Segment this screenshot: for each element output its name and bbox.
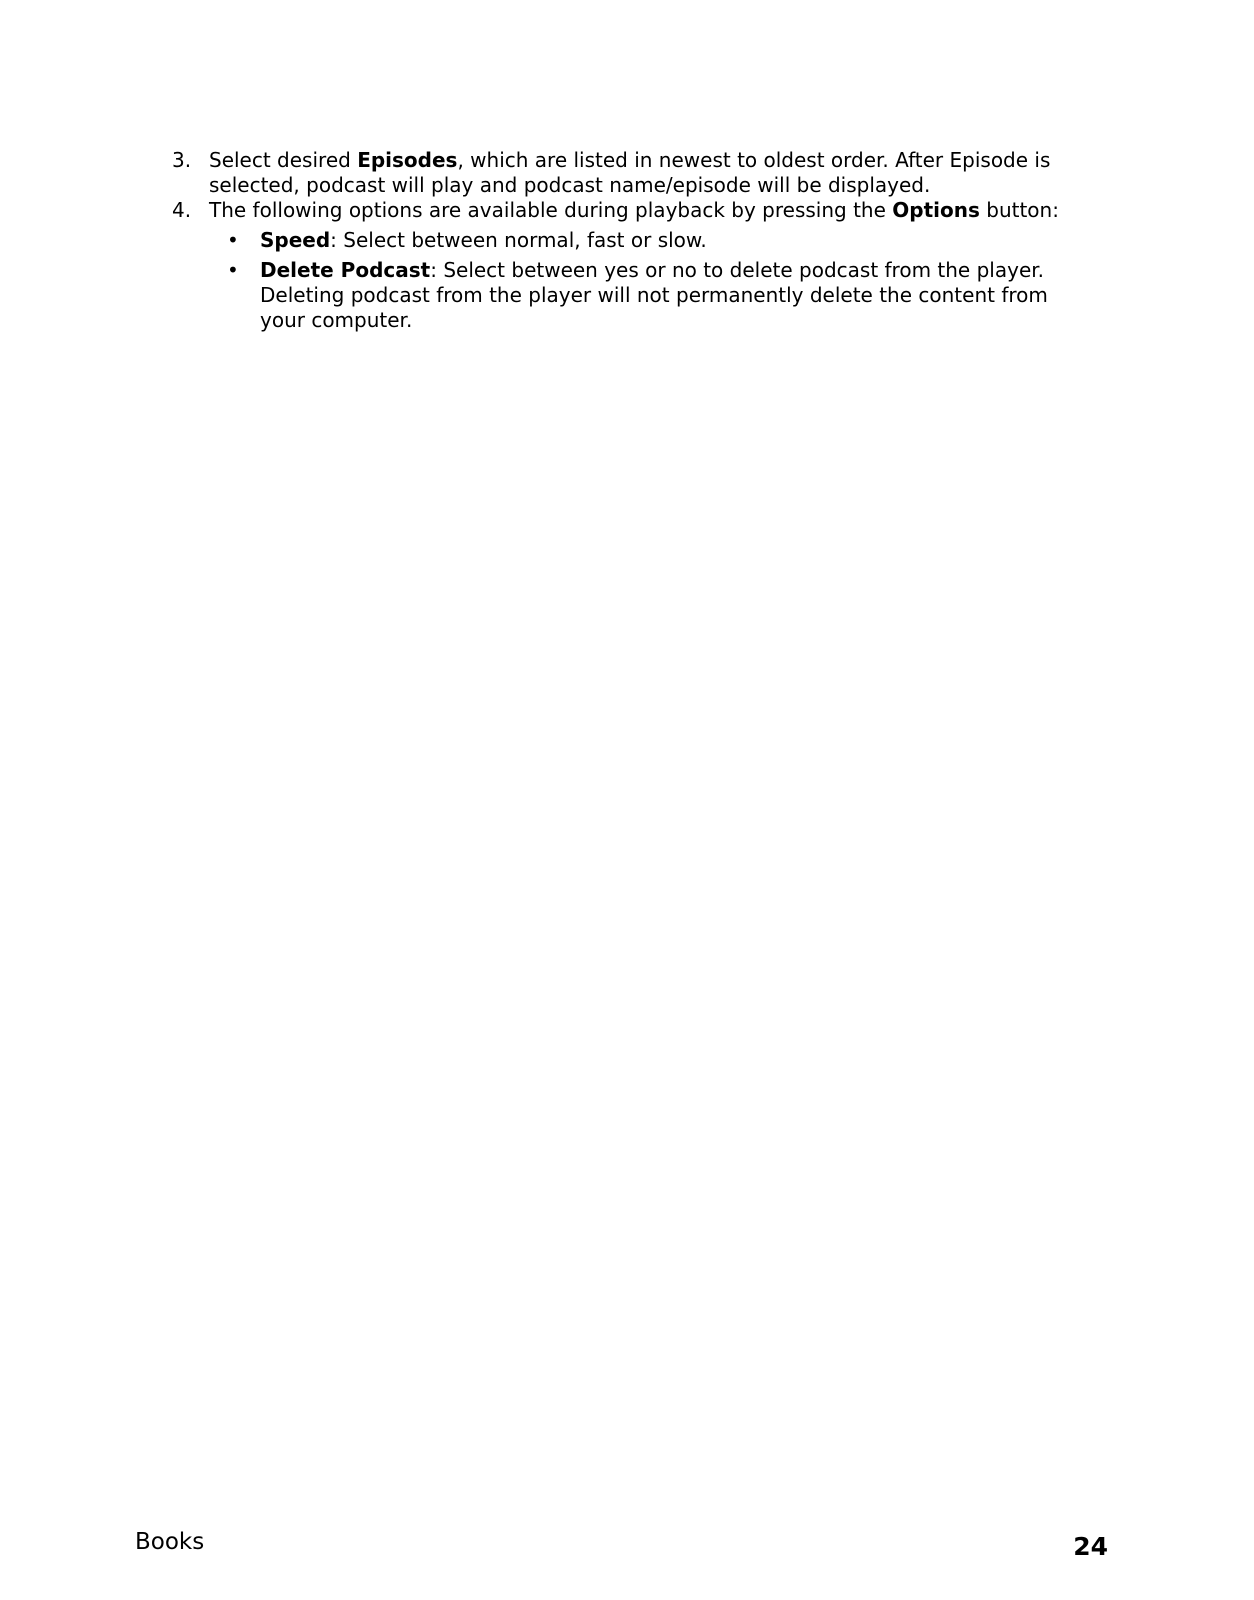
delete-podcast-term: Delete Podcast bbox=[260, 258, 431, 282]
option-text: Speed: Select between normal, fast or slow. bbox=[260, 228, 707, 252]
options-term: Options bbox=[892, 198, 980, 222]
option-delete-podcast bbox=[227, 258, 1092, 333]
option-speed bbox=[227, 228, 1092, 253]
footer-section-title: Books bbox=[135, 1529, 205, 1555]
step-4 bbox=[172, 198, 1092, 223]
page-number: 24 bbox=[1073, 1532, 1108, 1561]
speed-term: Speed bbox=[260, 228, 331, 252]
step-text: The following options are available during playback by pressing the Options button: bbox=[209, 198, 1059, 222]
playback-options-list bbox=[172, 228, 1092, 333]
step-3 bbox=[172, 148, 1092, 198]
option-text: Delete Podcast: Select between yes or no to delete podcast from the player. Deleting podcast from the player will not permanently delete the content from your computer. bbox=[260, 258, 1048, 332]
instructions bbox=[172, 148, 1092, 338]
episodes-term: Episodes bbox=[357, 148, 458, 172]
step-number: 4. bbox=[172, 198, 192, 222]
step-text: Select desired Episodes, which are listed in newest to oldest order. After Episode is selected, podcast will play and podcast name/episode will be displayed. bbox=[209, 148, 1051, 197]
bullet-icon: • bbox=[227, 228, 239, 252]
bullet-icon: • bbox=[227, 258, 239, 282]
step-number: 3. bbox=[172, 148, 192, 172]
